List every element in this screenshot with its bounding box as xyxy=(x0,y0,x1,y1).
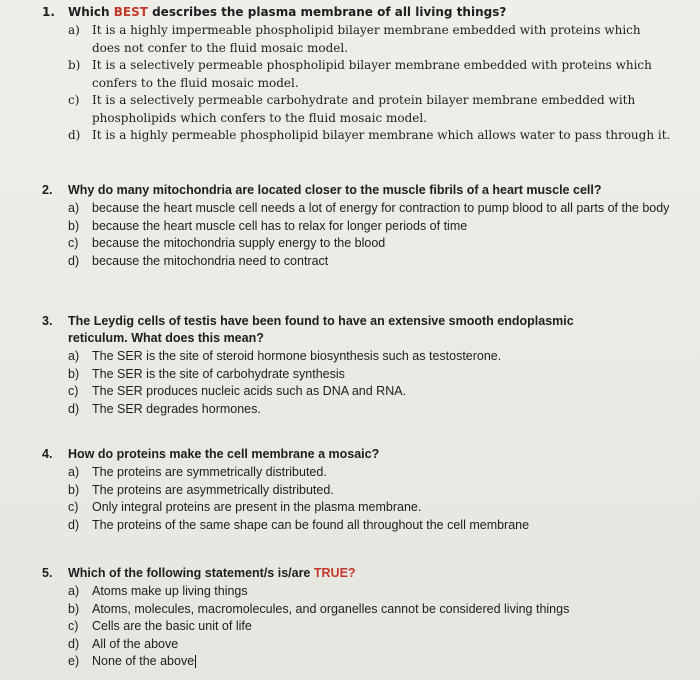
option-1a[interactable] xyxy=(68,22,672,57)
option-5b[interactable] xyxy=(68,601,672,619)
question-1-stem xyxy=(42,4,672,21)
option-text: The SER is the site of carbohydrate synthesis xyxy=(92,366,345,381)
question-4-text: How do proteins make the cell membrane a mosaic? xyxy=(68,447,380,461)
question-2-stem xyxy=(42,182,672,199)
option-5a[interactable] xyxy=(68,583,672,601)
question-5 xyxy=(42,565,672,671)
question-3-text: The Leydig cells of testis have been found to have an extensive smooth endoplasmic reticulum. What does this mean? xyxy=(68,314,574,345)
option-letter: c) xyxy=(68,384,79,398)
text-cursor xyxy=(195,655,196,668)
option-text: It is a highly impermeable phospholipid bilayer membrane embedded with proteins which does not confer to the fluid mosaic model. xyxy=(92,23,641,55)
option-letter: c) xyxy=(68,619,79,633)
question-4 xyxy=(42,446,672,534)
question-number: 5. xyxy=(42,566,53,580)
option-letter: b) xyxy=(68,482,80,497)
option-1b[interactable] xyxy=(68,57,672,92)
option-text: It is a highly permeable phospholipid bilayer membrane which allows water to pass through it. xyxy=(92,128,671,142)
option-letter: d) xyxy=(68,401,80,416)
question-number: 3. xyxy=(42,314,53,328)
option-letter: a) xyxy=(68,349,80,363)
option-text: None of the above xyxy=(92,654,195,668)
option-text: The SER degrades hormones. xyxy=(92,401,261,416)
option-letter: b) xyxy=(68,601,80,616)
option-2b[interactable] xyxy=(68,218,672,236)
option-letter: a) xyxy=(68,465,80,479)
option-4c[interactable] xyxy=(68,499,672,517)
option-text: because the mitochondria need to contract xyxy=(92,253,329,268)
option-text: The proteins are symmetrically distributed. xyxy=(92,465,327,479)
option-text: The SER is the site of steroid hormone biosynthesis such as testosterone. xyxy=(92,349,502,363)
question-1-options xyxy=(68,22,672,145)
option-letter: a) xyxy=(68,201,80,215)
option-letter: b) xyxy=(68,366,80,381)
option-letter: d) xyxy=(68,517,80,532)
option-letter: b) xyxy=(68,218,80,233)
option-letter: d) xyxy=(68,253,80,268)
question-1-highlight: BEST xyxy=(113,5,148,19)
question-5-stem xyxy=(42,565,672,582)
question-number: 2. xyxy=(42,183,53,197)
option-text: because the mitochondria supply energy to the blood xyxy=(92,236,386,250)
option-text: The proteins are asymmetrically distributed. xyxy=(92,482,334,497)
question-2-text: Why do many mitochondria are located closer to the muscle fibrils of a heart muscle cell? xyxy=(68,183,602,197)
question-2 xyxy=(42,182,672,270)
option-text: because the heart muscle cell needs a lot of energy for contraction to pump blood to all parts of the body xyxy=(92,201,670,215)
question-number: 1. xyxy=(42,5,55,19)
option-3c[interactable] xyxy=(68,383,672,401)
option-text: Atoms make up living things xyxy=(92,584,248,598)
option-letter: b) xyxy=(68,58,81,72)
question-4-options xyxy=(68,464,672,534)
option-4b[interactable] xyxy=(68,482,672,500)
option-5c[interactable] xyxy=(68,618,672,636)
option-letter: c) xyxy=(68,93,80,107)
option-letter: c) xyxy=(68,500,79,514)
option-letter: a) xyxy=(68,23,80,37)
option-letter: d) xyxy=(68,128,81,142)
option-letter: a) xyxy=(68,584,80,598)
question-5-text-prefix: Which of the following statement/s is/are xyxy=(68,566,314,580)
option-letter: c) xyxy=(68,236,79,250)
option-text: Cells are the basic unit of life xyxy=(92,619,252,633)
option-3a[interactable] xyxy=(68,348,672,366)
question-2-options xyxy=(68,200,672,270)
option-text: All of the above xyxy=(92,636,179,651)
option-4a[interactable] xyxy=(68,464,672,482)
option-text: It is a selectively permeable carbohydrate and protein bilayer membrane embedded with phospholipids which confers to the fluid mosaic model. xyxy=(92,93,636,125)
question-3-stem xyxy=(42,313,672,347)
question-3-options xyxy=(68,348,672,418)
question-1-text-suffix: describes the plasma membrane of all living things? xyxy=(147,5,507,19)
option-3b[interactable] xyxy=(68,366,672,384)
option-letter: d) xyxy=(68,636,80,651)
option-text: It is a selectively permeable phospholipid bilayer membrane embedded with proteins which confers to the fluid mosaic model. xyxy=(92,58,652,90)
question-4-stem xyxy=(42,446,672,463)
option-letter: e) xyxy=(68,654,80,668)
option-text: The SER produces nucleic acids such as DNA and RNA. xyxy=(92,384,407,398)
question-5-options xyxy=(68,583,672,671)
question-number: 4. xyxy=(42,447,53,461)
option-1d[interactable] xyxy=(68,127,672,145)
option-5e[interactable] xyxy=(68,653,672,671)
option-1c[interactable] xyxy=(68,92,672,127)
question-5-highlight: TRUE? xyxy=(313,566,356,580)
option-2d[interactable] xyxy=(68,253,672,271)
option-text: Atoms, molecules, macromolecules, and organelles cannot be considered living things xyxy=(92,601,570,616)
option-text: The proteins of the same shape can be found all throughout the cell membrane xyxy=(92,517,530,532)
option-5d[interactable] xyxy=(68,636,672,654)
option-3d[interactable] xyxy=(68,401,672,419)
option-2a[interactable] xyxy=(68,200,672,218)
question-3 xyxy=(42,313,672,418)
option-2c[interactable] xyxy=(68,235,672,253)
option-text: because the heart muscle cell has to relax for longer periods of time xyxy=(92,218,468,233)
option-text: Only integral proteins are present in the plasma membrane. xyxy=(92,500,422,514)
option-4d[interactable] xyxy=(68,517,672,535)
question-1-text-prefix: Which xyxy=(68,5,114,19)
question-1 xyxy=(42,4,672,145)
